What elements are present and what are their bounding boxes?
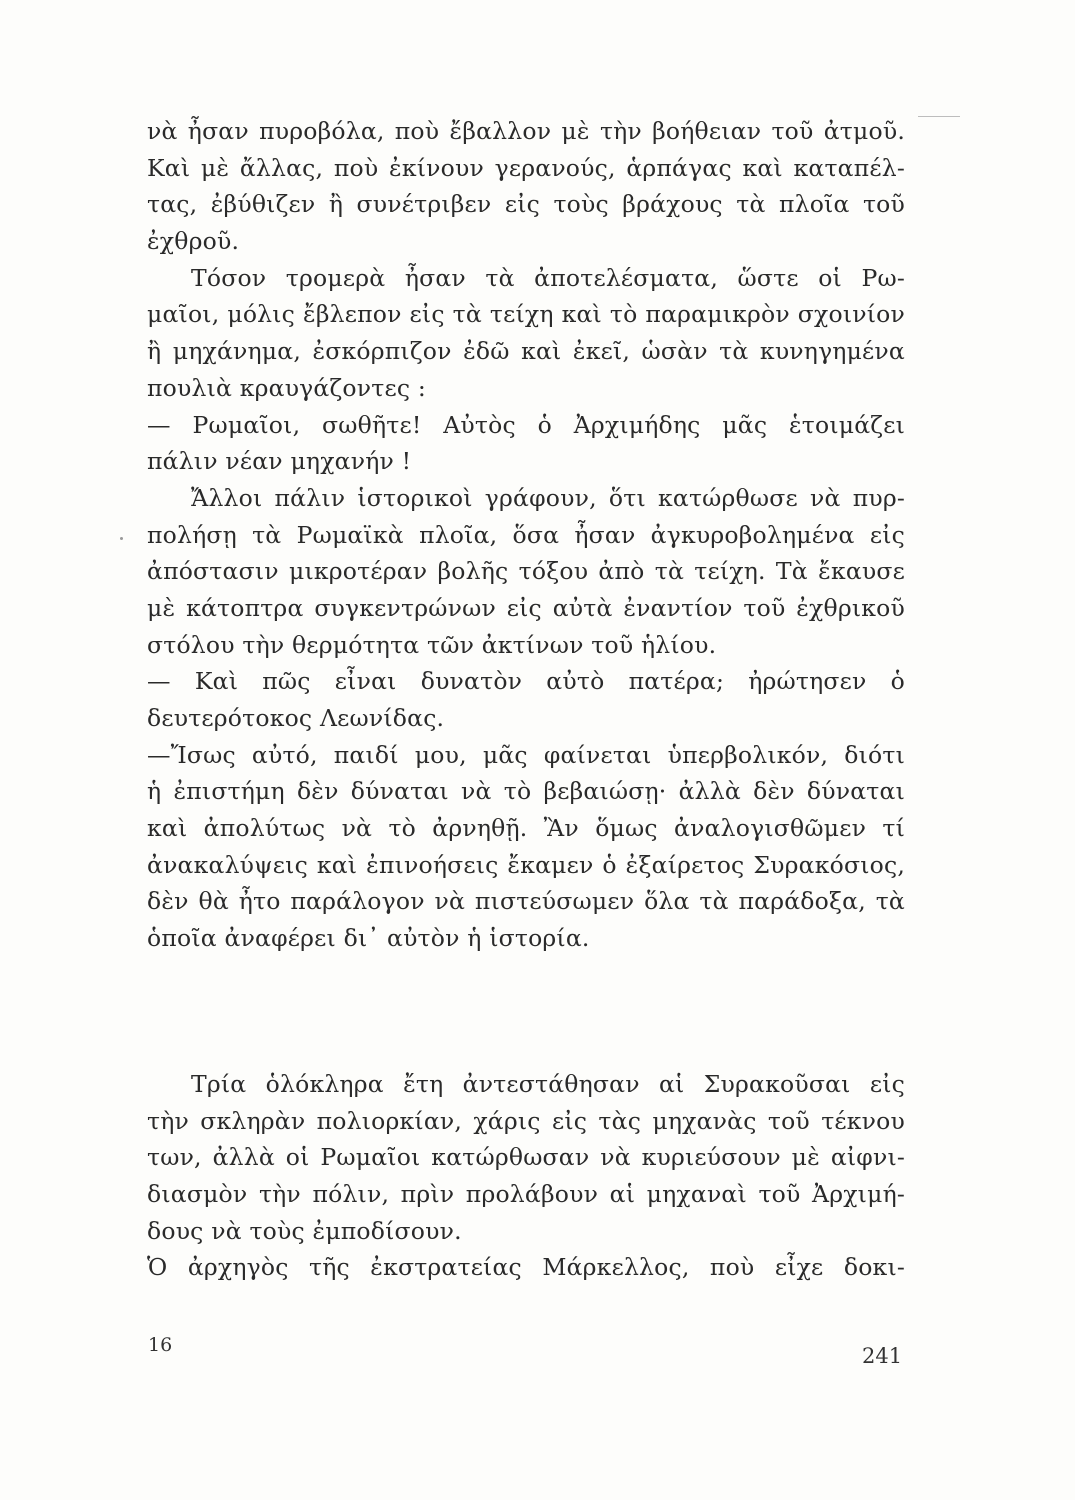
signature-mark: 16 [148,1334,173,1356]
text-line: πολήσῃ τὰ Ρωμαϊκὰ πλοῖα, ὅσα ἦσαν ἀγκυροβολημένα εἰς [147,520,905,549]
text-line: Καὶ μὲ ἄλλας, ποὺ ἐκίνουν γερανούς, ἁρπάγας καὶ καταπέλ- [147,153,905,182]
text-line: δους νὰ τοὺς ἐμποδίσουν. [147,1216,462,1245]
text-block-main [147,113,905,957]
text-line: ἐχθροῦ. [147,227,240,256]
text-line: δὲν θὰ ἦτο παράλογον νὰ πιστεύσωμεν ὅλα τὰ παράδοξα, τὰ [147,887,905,916]
text-line: πάλιν νέαν μηχανήν ! [147,447,412,476]
text-line: ὁποῖα ἀναφέρει δι᾿ αὐτὸν ἡ ἱστορία. [147,924,590,953]
text-line: Ὁ ἀρχηγὸς τῆς ἐκστρατείας Μάρκελλος, ποὺ εἶχε δοκι- [147,1253,905,1282]
text-line: ἢ μηχάνημα, ἐσκόρπιζον ἐδῶ καὶ ἐκεῖ, ὡσὰν τὰ κυνηγημένα [147,337,905,366]
text-line: στόλου τὴν θερμότητα τῶν ἀκτίνων τοῦ ἡλίου. [147,630,717,659]
text-line: Τόσον τρομερὰ ἦσαν τὰ ἀποτελέσματα, ὥστε οἱ Ρω- [191,263,905,292]
text-line: τὴν σκληρὰν πολιορκίαν, χάρις εἰς τὰς μηχανὰς τοῦ τέκνου [147,1106,905,1135]
text-line: ἀπόστασιν μικροτέραν βολῆς τόξου ἀπὸ τὰ τείχη. Τὰ ἔκαυσε [147,557,905,586]
text-line: τας, ἐβύθιζεν ἢ συνέτριβεν εἰς τοὺς βράχους τὰ πλοῖα τοῦ [147,190,905,219]
text-line: —Ἴσως αὐτό, παιδί μου, μᾶς φαίνεται ὑπερβολικόν, διότι [147,740,905,769]
text-line: ἀνακαλύψεις καὶ ἐπινοήσεις ἔκαμεν ὁ ἐξαίρετος Συρακόσιος, [147,850,905,879]
text-line: καὶ ἀπολύτως νὰ τὸ ἀρνηθῇ. Ἂν ὅμως ἀναλογισθῶμεν τί [147,814,905,843]
text-line: δευτερότοκος Λεωνίδας. [147,704,445,732]
text-line: των, ἀλλὰ οἱ Ρωμαῖοι κατώρθωσαν νὰ κυριεύσουν μὲ αἰφνι- [147,1143,905,1172]
text-line: μαῖοι, μόλις ἔβλεπον εἰς τὰ τείχη καὶ τὸ παραμικρὸν σχοινίον [147,300,905,329]
text-block-continuation [147,1066,905,1286]
text-line: διασμὸν τὴν πόλιν, πρὶν προλάβουν αἱ μηχαναὶ τοῦ Ἀρχιμή- [147,1180,905,1209]
text-line: πουλιὰ κραυγάζοντες : [147,373,426,402]
margin-dot [120,537,123,540]
text-line: μὲ κάτοπτρα συγκεντρώνων εἰς αὐτὰ ἐναντίον τοῦ ἐχθρικοῦ [147,593,905,622]
text-line: Τρία ὁλόκληρα ἔτη ἀντεστάθησαν αἱ Συρακοῦσαι εἰς [191,1070,905,1098]
edge-mark [918,116,960,117]
text-line: νὰ ἦσαν πυροβόλα, ποὺ ἔβαλλον μὲ τὴν βοήθειαν τοῦ ἀτμοῦ. [147,117,905,145]
text-line: — Ρωμαῖοι, σωθῆτε! Αὐτὸς ὁ Ἀρχιμήδης μᾶς ἑτοιμάζει [147,410,905,439]
page-number: 241 [862,1344,903,1368]
text-line: Ἄλλοι πάλιν ἱστορικοὶ γράφουν, ὅτι κατώρθωσε νὰ πυρ- [191,483,905,512]
text-line: ἡ ἐπιστήμη δὲν δύναται νὰ τὸ βεβαιώσῃ· ἀλλὰ δὲν δύναται [147,777,905,806]
text-line: — Καὶ πῶς εἶναι δυνατὸν αὐτὸ πατέρα; ἠρώτησεν ὁ [147,667,905,696]
